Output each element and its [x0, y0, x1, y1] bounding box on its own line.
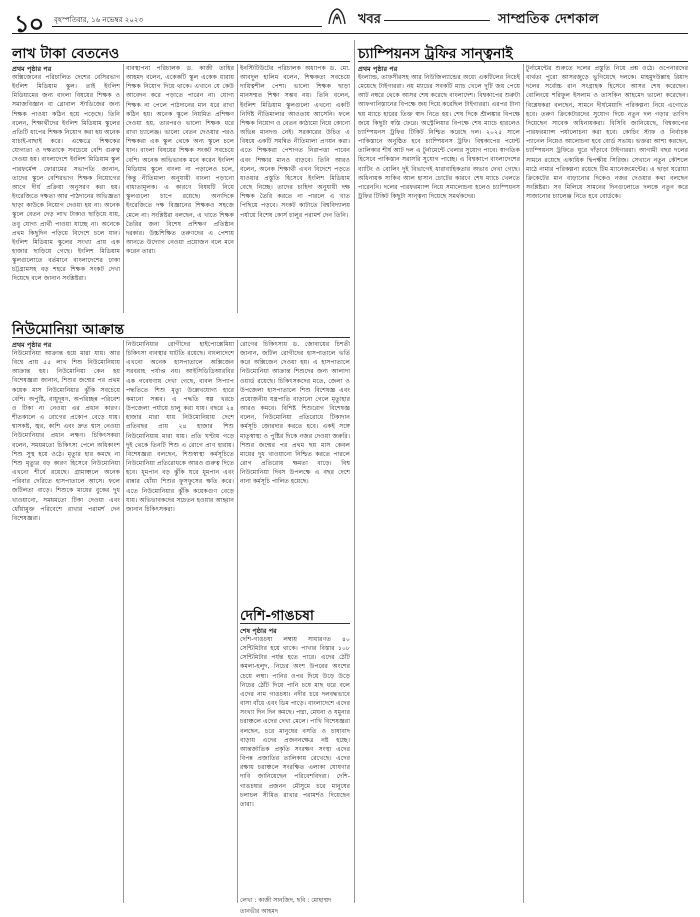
brand-name: সাম্প্রতিক দেশকাল [498, 12, 600, 27]
column-rule [523, 64, 524, 903]
story-text-lakh-col1: অক্সিজেনের পরিচালিত দেশের বেসিরভাগ ইংলিশ মিডিয়াম স্কুল। তাই ইংলিশ মিডিয়ামের জন্য বাংলা বিষয়ের শিক্ষক ও সমাজবিজ্ঞান বা গ্লোবাল স্টাডিজের জন্য শিক্ষক পাওয়া কঠিন হয়ে পড়েছে। তিনি বলেন, শিক্ষার্থীদের ইংলিশ মিডিয়াম স্কুলের প্রতিটি ধাপের শিক্ষক নিয়োগ করা হয় অনেক যাচাই-বাছাই করে। এক্ষেত্রে শিক্ষকের যোগ্যতা ও দক্ষতাকে সবচেয়ে বেশি গুরুত্ব দেওয়া হয়। বাংলাদেশে ইংলিশ মিডিয়াম স্কুল পারফর্মেন্স ফোরামের সভাপতি জানান, তাদের স্কুলে বেশিরভাগ শিক্ষক নিয়োগের আগে দীর্ঘ প্রক্রিয়া অনুসরণ করা হয়। ইংরেজিতে দক্ষতা আর পাঠদানের অভিজ্ঞতা ছাড়া কাউকে নিয়োগ দেওয়া হয় না। অনেক স্কুলে বেতন দেড় লাখ টাকাও ছাড়িয়ে যায়, তবু যোগ্য প্রার্থী পাওয়া যাচ্ছে না। অনেকে প্রথম কিছুদিন পড়িয়ে বিদেশে চলে যান। ইংলিশ মিডিয়াম স্কুলের সংখ্যা প্রায় এক হাজার ছাড়িয়ে গেছে। ইংলিশ মিডিয়াম স্কুলগুলোতে বর্তমানে বাংলাদেশের ঢাকা চট্টগ্রামসহ বড় শহরে শিক্ষক সংকট দেখা দিয়েছে বলে জানান সংশ্লিষ্টরা। [12, 74, 120, 283]
header-rule-left [52, 26, 322, 27]
story-text-deshi: দেশি-গাঙচষা লম্বায় সাধারণত ৪০ সেন্টিমিটার হয়ে থাকে। পাখার বিস্তার ১০৮ সেন্টিমিটার পর্যন্ত হতে পারে। এদের ঠোঁট কমলা-হলুদ, নিচের অংশ উপরের অংশের চেয়ে লম্বা। পানির ওপর দিয়ে উড়ে উড়ে নিচের ঠোঁট দিয়ে পানি চষে মাছ ধরে বলে এদের নাম গাঙচষা। নদীর চরে দলবদ্ধভাবে বাসা বাঁধে এবং ডিম পাড়ে। বাংলাদেশে এদের সংখ্যা দিন দিন কমছে। পদ্মা, মেঘনা ও যমুনার চরাঞ্চলে এদের দেখা মেলে। পাখি বিশেষজ্ঞরা বলছেন, চরে মানুষের বসতি ও চাষাবাদ বাড়ায় এদের প্রজননক্ষেত্র নষ্ট হচ্ছে। আন্তর্জাতিক প্রকৃতি সংরক্ষণ সংস্থা এদের বিপন্ন প্রজাতির তালিকায় রেখেছে। এদের রক্ষায় চরাঞ্চলে সংরক্ষিত এলাকা ঘোষণার দাবি জানিয়েছেন পরিবেশবিদরা। দেশি-গাঙচষার প্রজনন মৌসুমে চরে মানুষের চলাচল সীমিত রাখার পরামর্শও দিয়েছেন তারা। [240, 636, 350, 808]
column-rule [237, 64, 238, 313]
date-line: বৃহস্পতিবার, ১৬ নভেম্বর ২০২৩ [54, 16, 144, 24]
column-rule [354, 40, 355, 903]
story-title-champions: চ্যাম্পিয়নস ট্রফির সান্ত্বনাই [358, 46, 513, 62]
story-text-lakh-col3: ইনস্টিটিউটের পরিচালক অধ্যাপক ড. মো. আবদুল হালিম বলেন, শিক্ষকতা সবচেয়ে দায়িত্বশীল পেশা। ভালো শিক্ষক ছাড়া মানসম্মত শিক্ষা সম্ভব নয়। তিনি বলেন, ইংলিশ মিডিয়াম স্কুলগুলো এখনো একটি নির্দিষ্ট নীতিমালার আওতায় আসেনি। ফলে শিক্ষক নিয়োগ ও বেতন কাঠামো নিয়ে কোনো অভিন্ন মানদণ্ড নেই। সরকারের উচিত এ বিষয়ে একটি সমন্বিত নীতিমালা প্রণয়ন করা। এতে শিক্ষকরা পেশাগত নিরাপত্তা পাবেন এবং শিক্ষার মানও বাড়বে। তিনি আরও বলেন, অনেক শিক্ষার্থী এখন বিদেশে পড়তে যাওয়ার প্রস্তুতি হিসেবে ইংলিশ মিডিয়াম বেছে নিচ্ছে। তাদের চাহিদা অনুযায়ী দক্ষ শিক্ষক তৈরি করতে না পারলে এ খাত পিছিয়ে পড়বে। সংকট কাটাতে বিশ্ববিদ্যালয় পর্যায়ে বিশেষ কোর্স চালুর পরামর্শ দেন তিনি। [240, 65, 350, 219]
column-rule [123, 64, 124, 313]
story-title-deshi: দেশি-গাঙচষা [240, 608, 314, 624]
story-text-champions-col2: টুর্নামেন্টের শুরুতে দলের প্রস্তুতি নিয়ে প্রশ্ন ওঠে। ওপেনারদের ব্যর্থতা পুরো আসরজুড়ে ভুগিয়েছে দলকে। মাহমুদউল্লাহ রিয়াদ দলের সর্বোচ্চ রান সংগ্রাহক হিসেবে আসর শেষ করেছেন। বোলিংয়ে শরিফুল ইসলাম ও তাসকিন আহমেদ ভালো করেছেন। বিশ্লেষকরা বলছেন, সামনে দীর্ঘমেয়াদি পরিকল্পনা নিয়ে এগোতে হবে। তরুণ ক্রিকেটারদের সুযোগ দিয়ে নতুন দল গড়ার তাগিদ দিয়েছেন সাবেক অধিনায়করা। বিসিবি জানিয়েছে, বিশ্বকাপের পারফরম্যান্স পর্যালোচনা করা হবে। কোচিং স্টাফ ও নির্বাচক প্যানেল নিয়েও আলোচনা হবে বোর্ড সভায়। ভক্তরা আশা করছেন, চ্যাম্পিয়নস ট্রফিতে ঘুরে দাঁড়াবে টাইগাররা। আগামী বছর দলের সামনে রয়েছে একাধিক দ্বিপক্ষীয় সিরিজ। সেখানে নতুন কৌশলে মাঠে নামার পরিকল্পনা রয়েছে টিম ম্যানেজমেন্টের। এ ছাড়া ঘরোয়া ক্রিকেটের মান বাড়ানোর দিকেও নজর দেওয়ার কথা বলছেন সংশ্লিষ্টরা। সব মিলিয়ে সামনের দিনগুলোতে দলকে নতুন করে সাজানোর চ্যালেঞ্জ নিতে হবে বোর্ডকে। [526, 65, 688, 201]
story-text-champions-col1: ইংল্যান্ড, তাফসীরসহ আর নিউজিল্যান্ডের অধ্যে একটিলের নিচেই মেয়েছে টাইগাররা। নয় ম্যাচের সবকটি ম্যাচ খেলে দুটি জয় পেয়ে আট নম্বরে থেকে আসর শেষ করেছে বাংলাদেশ। বিশ্বকাপের শুরুটা আফগানিস্তানের বিপক্ষে জয় দিয়ে করেছিল টাইগাররা। এরপর টানা ছয় ম্যাচে হারের তিক্ত স্বাদ নিতে হয়। শেষ দিকে শ্রীলঙ্কার বিপক্ষে জয়ে কিছুটা স্বস্তি ফেরে। অস্ট্রেলিয়ার বিপক্ষে শেষ ম্যাচে হারলেও চ্যাম্পিয়নস ট্রফির টিকিট নিশ্চিত করেছে দল। ২০২৫ সালে পাকিস্তানে অনুষ্ঠিত হবে চ্যাম্পিয়নস ট্রফি। বিশ্বকাপের পয়েন্ট তালিকার শীর্ষ আট দল এ টুর্নামেন্টে খেলার সুযোগ পাবে। স্বাগতিক হিসেবে পাকিস্তান সরাসরি সুযোগ পাচ্ছে। এ বিশ্বকাপে বাংলাদেশের ব্যাটিং ও বোলিং দুই বিভাগেই ধারাবাহিকতার অভাব দেখা গেছে। অধিনায়ক সাকিব আল হাসান চোটের কারণে শেষ ম্যাচে খেলতে পারেননি। দলের পারফরম্যান্স নিয়ে সমালোচনা হলেও চ্যাম্পিয়নস ট্রফির টিকিট কিছুটা সান্ত্বনা দিয়েছে সমর্থকদের। [358, 74, 520, 201]
story-rule-pneumonia [12, 337, 350, 338]
story-title-lakh: লাখ টাকা বেতনেও [12, 46, 120, 62]
column-rule [123, 340, 124, 903]
story-kicker-lakh: প্রথম পৃষ্ঠার পর [12, 65, 52, 73]
page-header [0, 0, 700, 46]
page-number: ১০ [14, 9, 44, 38]
emblem-icon [326, 6, 348, 28]
story-rule-deshi [240, 623, 350, 624]
story-kicker-pneumonia: প্রথম পৃষ্ঠার পর [12, 341, 52, 349]
header-rule-right [384, 20, 490, 21]
story-text-lakh-col2: ব্যবস্থাপনা পরিচালক ড. কাজী তাহির আহমদ বলেন, একেকটি স্কুল একেক ধারায় শিক্ষক নিয়োগ দিয়ে থাকে। এখানে যে কেউ আবেদন করে পড়াতে পারেন না। যোগ্য শিক্ষক না পেলে পাঠদানের মান ধরে রাখা কঠিন হয়। অনেক স্কুলে নিয়মিত প্রশিক্ষণ দেওয়া হয়, তারপরও ভালো শিক্ষক ধরে রাখা চ্যালেঞ্জ। ভালো বেতন দেওয়ার পরও শিক্ষকরা এক স্কুল থেকে অন্য স্কুলে চলে যান। বাংলা বিষয়ের শিক্ষক সংকট সবচেয়ে বেশি। অনেক অভিভাবক মনে করেন ইংলিশ মিডিয়াম স্কুলে বাংলা না পড়ালেও চলে, কিন্তু নীতিমালা অনুযায়ী বাংলা পড়ানো বাধ্যতামূলক। এ কারণে বিষয়টি নিয়ে স্কুলগুলো চাপে রয়েছে। অন্যদিকে ইংরেজিতে দক্ষ বিজ্ঞানের শিক্ষকও সহজে মেলে না। সংশ্লিষ্টরা বলছেন, এ খাতে শিক্ষক তৈরির জন্য বিশেষ প্রশিক্ষণ প্রতিষ্ঠান দরকার। উচ্চশিক্ষিত তরুণদের এ পেশায় আনতে উদ্যোগ নেওয়া প্রয়োজন বলে মনে করেন তারা। [126, 65, 234, 256]
column-rule [237, 340, 238, 903]
story-rule-champions [358, 61, 688, 62]
story-text-pneumonia-col1: নিউমোনিয়া আক্রান্ত হয়ে মারা যায়। আর বিশ্বে প্রায় ৫৫ লাখ শিশু নিউমোনিয়ায় আক্রান্ত হয়। নিউমোনিয়া কেন হয় বিশেষজ্ঞরা জানান, শিশুর জন্মের পর প্রথম কয়েক মাস নিউমোনিয়ার ঝুঁকি সবচেয়ে বেশি। অপুষ্টি, বায়ুদূষণ, অপরিচ্ছন্ন পরিবেশ ও টিকা না নেওয়া এর প্রধান কারণ। শীতকালে এ রোগের প্রকোপ বেড়ে যায়। শ্বাসকষ্ট, জ্বর, কাশি এবং দ্রুত শ্বাস নেওয়া নিউমোনিয়ার প্রধান লক্ষণ। চিকিৎসকরা বলেন, সময়মতো চিকিৎসা পেলে অধিকাংশ শিশু সুস্থ হয়ে ওঠে। মৃত্যুর হার কমছে না শিশু মৃত্যুর বড় কারণ হিসেবে নিউমোনিয়া এখনো শীর্ষে রয়েছে। গ্রামাঞ্চলে অনেক পরিবার দেরিতে হাসপাতালে আসে। ফলে জটিলতা বাড়ে। শিশুকে মায়ের বুকের দুধ খাওয়ানো, সময়মতো টিকা দেওয়া এবং ধোঁয়ামুক্ত পরিবেশে রাখার পরামর্শ দেন বিশেষজ্ঞরা। [12, 350, 120, 522]
header-bottom-rule [12, 33, 688, 34]
section-label: খবর [358, 12, 381, 27]
story-text-pneumonia-col3: রোগের চিকিৎসায় ড. জোবায়ের চিশতী জানান, জটিল রোগীদের হাসপাতালে ভর্তি করে অক্সিজেন দেওয়া হয়। এ হাসপাতালে নিউমোনিয়া আক্রান্ত শিশুদের জন্য আলাদা ওয়ার্ড রয়েছে। চিকিৎসকদের মতে, জেলা ও উপজেলা হাসপাতালে শিশু বিশেষজ্ঞ এবং প্রয়োজনীয় যন্ত্রপাতি বাড়ানো গেলে মৃত্যুহার আরও কমবে। বিশিষ্ট শিশুরোগ বিশেষজ্ঞ বলেন, নিউমোনিয়া প্রতিরোধে টিকাদান কর্মসূচি জোরদার করতে হবে। একই সঙ্গে মাতৃস্বাস্থ্য ও পুষ্টির দিকে নজর দেওয়া জরুরি। শিশুর জন্মের পর প্রথম ছয় মাস কেবল মায়ের দুধ খাওয়ানো নিশ্চিত করতে পারলে রোগ প্রতিরোধ ক্ষমতা বাড়ে। বিশ্ব নিউমোনিয়া দিবস উপলক্ষে এ বছর দেশে নানা কর্মসূচি পালিত হয়েছে। [240, 341, 350, 486]
story-text-pneumonia-col2: নিউমোনিয়ার রোগীদের হাইপোক্সেমিয়া চিকিৎসা ব্যবস্থার ঘাটতি রয়েছে। বাংলাদেশে এখনো অনেক হাসপাতালে অক্সিজেন সরবরাহ পর্যাপ্ত নয়। আইসিডিডিআরবির এক গবেষণায় দেখা গেছে, বাবল সিপ্যাপ পদ্ধতিতে শিশু মৃত্যু উল্লেখযোগ্য হারে কমানো সম্ভব। এ পদ্ধতি স্বল্প খরচে উপজেলা পর্যায়ে চালু করা যায়। বছরে ২৪ হাজার মারা যায় নিউমোনিয়ায় দেশে প্রতিবছর প্রায় ২৪ হাজার শিশু নিউমোনিয়ায় মারা যায়। প্রতি ঘণ্টায় গড়ে দুই থেকে তিনটি শিশু এ রোগে প্রাণ হারায়। বিশেষজ্ঞরা বলছেন, শিশুস্বাস্থ্য কর্মসূচিতে নিউমোনিয়া প্রতিরোধকে আরও গুরুত্ব দিতে হবে। ধূমপান বড় ঝুঁকি ঘরে ধূমপান এবং রান্নার ধোঁয়া শিশুর ফুসফুসের ক্ষতি করে। এতে নিউমোনিয়ার ঝুঁকি কয়েকগুণ বেড়ে যায়। অভিভাবকদের সচেতন হওয়ার আহ্বান জানান চিকিৎসকরা। [126, 341, 234, 513]
photo-credit: লেখা : কাজী সানজিদ, ছবি : মোহাম্মদ তানভীর আহমদ [240, 897, 332, 915]
story-kicker-champions: প্রথম পৃষ্ঠার পর [358, 65, 398, 73]
story-rule-lakh [12, 61, 350, 62]
story-title-pneumonia: নিউমোনিয়া আক্রান্ত [12, 322, 125, 338]
story-kicker-deshi: শেষ পৃষ্ঠার পর [240, 627, 277, 635]
